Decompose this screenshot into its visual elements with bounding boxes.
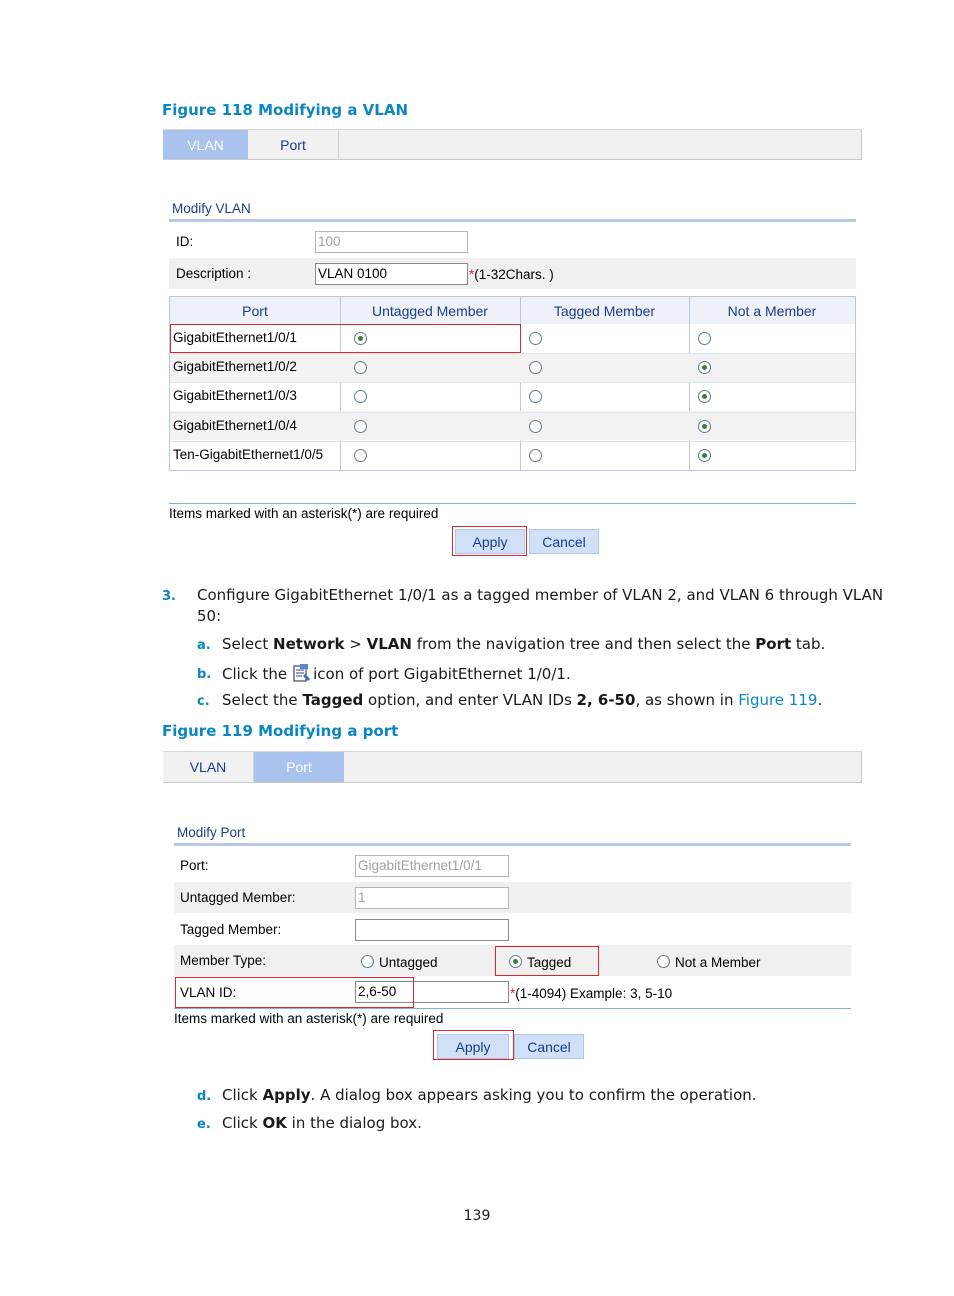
untagged-input[interactable]: 1 [355, 887, 509, 909]
section-divider [174, 843, 851, 846]
description-input[interactable]: VLAN 0100 [315, 263, 468, 285]
section-divider [169, 219, 856, 222]
tagged-input[interactable] [355, 919, 509, 941]
port-input[interactable]: GigabitEthernet1/0/1 [355, 855, 509, 877]
radio-tagged-member[interactable] [529, 332, 542, 345]
tab-port-ref: Port [755, 635, 792, 653]
page-number: 139 [463, 1208, 491, 1224]
member-type-label: Member Type: [180, 953, 267, 968]
tagged-label: Tagged Member: [180, 922, 282, 937]
col-untagged: Untagged Member [372, 303, 488, 319]
text-run: in the dialog box. [286, 1114, 422, 1132]
vlan-id-label: VLAN ID: [180, 985, 237, 1000]
port-name: GigabitEthernet1/0/4 [173, 417, 297, 433]
untagged-label: Untagged Member: [180, 890, 296, 905]
row-divider [170, 412, 855, 413]
step-number: 3. [162, 589, 176, 604]
highlight-box [495, 946, 599, 976]
substep-marker: a. [197, 638, 211, 653]
tab-bar [163, 129, 862, 160]
substep-e-text [222, 1114, 422, 1132]
figure-118-caption: Figure 118 Modifying a VLAN [162, 101, 408, 119]
text-run: . [817, 691, 823, 709]
required-note: Items marked with an asterisk(*) are required [174, 1011, 444, 1026]
row-divider [170, 441, 855, 442]
text-run: tab. [791, 635, 826, 653]
row-divider [170, 382, 855, 383]
col-divider [340, 297, 341, 470]
highlight-box [433, 1030, 514, 1060]
text-run: Select [222, 635, 274, 653]
substep-a-text [222, 635, 825, 653]
substep-marker: c. [197, 694, 210, 709]
radio-not-member[interactable] [657, 955, 670, 968]
required-asterisk: * [469, 267, 475, 282]
radio-not-member-label: Not a Member [675, 955, 761, 970]
col-port: Port [242, 303, 268, 319]
description-label: Description : [176, 266, 252, 281]
radio-not-member[interactable] [698, 420, 711, 433]
col-divider [520, 297, 521, 470]
radio-untagged-member[interactable] [354, 420, 367, 433]
radio-not-member[interactable] [698, 449, 711, 462]
radio-untagged-label: Untagged [379, 955, 438, 970]
description-hint-text: (1-32Chars. ) [474, 267, 554, 282]
menu-vlan: VLAN [366, 635, 412, 653]
section-title: Modify Port [177, 825, 246, 840]
apply-ref: Apply [262, 1086, 311, 1104]
substep-c-text [222, 691, 822, 709]
vlan-id-hint-text: (1-4094) Example: 3, 5-10 [515, 986, 673, 1001]
port-name: Ten-GigabitEthernet1/0/5 [173, 446, 324, 462]
text-run: . A dialog box appears asking you to confirm the operation. [310, 1086, 757, 1104]
highlight-box [175, 977, 414, 1008]
radio-tagged-member[interactable] [529, 449, 542, 462]
cancel-button[interactable]: Cancel [529, 529, 599, 554]
id-label: ID: [176, 234, 194, 249]
figure-119-caption: Figure 119 Modifying a port [162, 722, 399, 740]
radio-not-member[interactable] [698, 332, 711, 345]
section-title: Modify VLAN [172, 201, 251, 216]
text-run: from the navigation tree and then select the [411, 635, 756, 653]
vlan-ids-ref: 2, 6-50 [576, 691, 636, 709]
tab-bar [163, 751, 862, 783]
ok-ref: OK [262, 1114, 287, 1132]
tab-port[interactable]: Port [248, 130, 339, 159]
text-run: option, and enter VLAN IDs [363, 691, 577, 709]
description-hint [469, 267, 554, 282]
modify-icon [291, 664, 313, 684]
tab-vlan[interactable]: VLAN [163, 130, 248, 159]
option-tagged-ref: Tagged [302, 691, 364, 709]
port-label: Port: [180, 858, 209, 873]
step-3-text-cont: 50: [197, 607, 222, 625]
radio-tagged-label: Tagged [527, 955, 572, 970]
substep-marker: d. [197, 1089, 212, 1104]
footer-divider [169, 503, 856, 504]
step-3-text: Configure GigabitEthernet 1/0/1 as a tagged member of VLAN 2, and VLAN 6 through VLAN [197, 586, 884, 604]
text-run: Click [222, 1086, 263, 1104]
tab-port[interactable]: Port [254, 752, 344, 782]
apply-button[interactable]: Apply [455, 529, 525, 554]
menu-network: Network [273, 635, 345, 653]
cancel-button[interactable]: Cancel [514, 1034, 584, 1059]
substep-marker: b. [197, 667, 212, 682]
highlight-box [170, 324, 521, 353]
substep-b-text [222, 664, 571, 684]
port-name: GigabitEthernet1/0/2 [173, 359, 297, 375]
text-run: Select the [222, 691, 303, 709]
text-run: Click [222, 1114, 263, 1132]
vlan-id-input[interactable]: 2,6-50 [355, 981, 509, 1003]
radio-untagged-member[interactable] [354, 449, 367, 462]
required-note: Items marked with an asterisk(*) are required [169, 506, 439, 521]
substep-marker: e. [197, 1117, 211, 1132]
vlan-id-hint [510, 986, 672, 1001]
row-divider [170, 353, 855, 354]
col-not-member: Not a Member [727, 303, 817, 319]
substep-d-text [222, 1086, 757, 1104]
id-input[interactable]: 100 [315, 231, 468, 253]
tab-vlan[interactable]: VLAN [163, 752, 254, 782]
footer-divider [174, 1008, 851, 1009]
highlight-box [452, 526, 527, 556]
col-divider [689, 297, 690, 470]
col-tagged: Tagged Member [553, 303, 656, 319]
text-run: > [344, 635, 367, 653]
text-run: Click the [222, 665, 288, 683]
required-asterisk: * [510, 986, 516, 1001]
port-name: GigabitEthernet1/0/1 [173, 330, 297, 345]
text-run: , as shown in [635, 691, 739, 709]
apply-button[interactable]: Apply [437, 1034, 509, 1059]
radio-tagged-member[interactable] [529, 420, 542, 433]
text-run: icon of port GigabitEthernet 1/0/1. [313, 665, 571, 683]
radio-untagged[interactable] [361, 955, 374, 968]
figure-119-link[interactable]: Figure 119 [738, 691, 818, 709]
port-name: GigabitEthernet1/0/3 [173, 388, 297, 404]
